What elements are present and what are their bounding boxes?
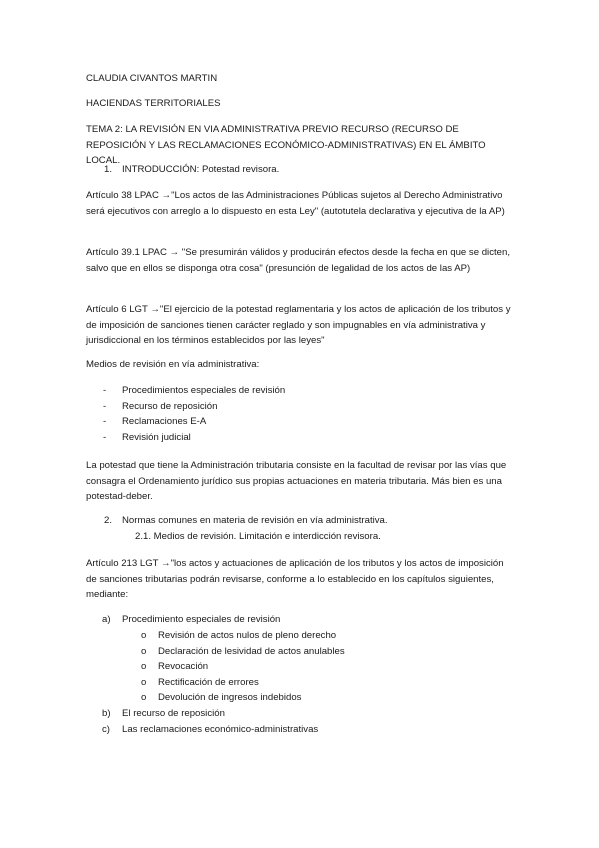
article-39-paragraph — [86, 245, 516, 276]
list-marker: - — [103, 401, 107, 412]
article-213-paragraph — [86, 556, 516, 603]
list-c-text: Las reclamaciones económico-administrativas — [122, 724, 319, 735]
sublist-item: Revocación — [158, 661, 209, 672]
article-6-paragraph — [86, 302, 516, 349]
list-b-marker: b) — [102, 708, 111, 719]
list-b-text: El recurso de reposición — [122, 708, 225, 719]
article-38-text: Artículo 38 LPAC →"Los actos de las Administraciones Públicas sujetos al Derecho Administrativo será ejecutivos con arreglo a lo dispuesto en esta Ley" (autotutela declarativa y ejecutiva de la AP) — [86, 190, 505, 217]
sublist-marker: o — [141, 630, 147, 641]
article-39-text: Artículo 39.1 LPAC → "Se presumirán válidos y producirán efectos desde la fecha en que se dicten, salvo que en ellos se disponga otra cosa" (presunción de legalidad de los actos de las AP) — [86, 247, 510, 274]
sublist-marker: o — [141, 661, 147, 672]
article-213-text: Artículo 213 LGT →"los actos y actuaciones de aplicación de los tributos y los actos de imposición de sanciones tributarias podrán revisarse, conforme a lo establecido en los capítulos siguientes, mediante: — [86, 558, 504, 600]
section1-title: INTRODUCCIÓN: Potestad revisora. — [122, 164, 280, 175]
potestad-text: La potestad que tiene la Administración tributaria consiste en la facultad de revisar por las vías que consagra el Ordenamiento jurídico sus propias actuaciones en materia tributaria. Más bien es una potestad-deber. — [86, 460, 507, 502]
list-item: Revisión judicial — [122, 432, 191, 443]
section2-number: 2. — [104, 515, 113, 526]
article-38-paragraph — [86, 188, 516, 219]
sublist-item: Rectificación de errores — [158, 677, 259, 688]
list-c-marker: c) — [102, 724, 110, 735]
sublist-item: Devolución de ingresos indebidos — [158, 692, 302, 703]
subject-title: HACIENDAS TERRITORIALES — [86, 98, 221, 109]
sublist-marker: o — [141, 677, 147, 688]
section21-title: 2.1. Medios de revisión. Limitación e interdicción revisora. — [135, 531, 381, 542]
topic-heading — [86, 122, 516, 169]
list-item: Reclamaciones E-A — [122, 416, 207, 427]
author-name: CLAUDIA CIVANTOS MARTIN — [86, 73, 218, 84]
list-marker: - — [103, 432, 107, 443]
article-6-text: Artículo 6 LGT →"El ejercicio de la potestad reglamentaria y los actos de aplicación de los tributos y de imposición de sanciones tienen carácter reglado y son impugnables en vía administrativa y jurisdiccional en los términos establecidos por las leyes" — [86, 304, 511, 346]
list-item: Recurso de reposición — [122, 401, 218, 412]
topic-text: TEMA 2: LA REVISIÓN EN VIA ADMINISTRATIVA PREVIO RECURSO (RECURSO DE REPOSICIÓN Y LAS RECLAMACIONES ECONÓMICO-ADMINISTRATIVAS) EN EL ÁMBITO LOCAL. — [86, 124, 486, 166]
list-a-marker: a) — [102, 614, 111, 625]
list-marker: - — [103, 385, 107, 396]
list-a-text: Procedimiento especiales de revisión — [122, 614, 281, 625]
list-marker: - — [103, 416, 107, 427]
sublist-item: Revisión de actos nulos de pleno derecho — [158, 630, 337, 641]
sublist-marker: o — [141, 646, 147, 657]
section1-number: 1. — [104, 164, 113, 175]
section2-title: Normas comunes en materia de revisión en vía administrativa. — [122, 515, 388, 526]
sublist-marker: o — [141, 692, 147, 703]
medios-title: Medios de revisión en vía administrativa: — [86, 359, 260, 370]
list-item: Procedimientos especiales de revisión — [122, 385, 286, 396]
sublist-item: Declaración de lesividad de actos anulables — [158, 646, 345, 657]
potestad-paragraph — [86, 458, 516, 505]
